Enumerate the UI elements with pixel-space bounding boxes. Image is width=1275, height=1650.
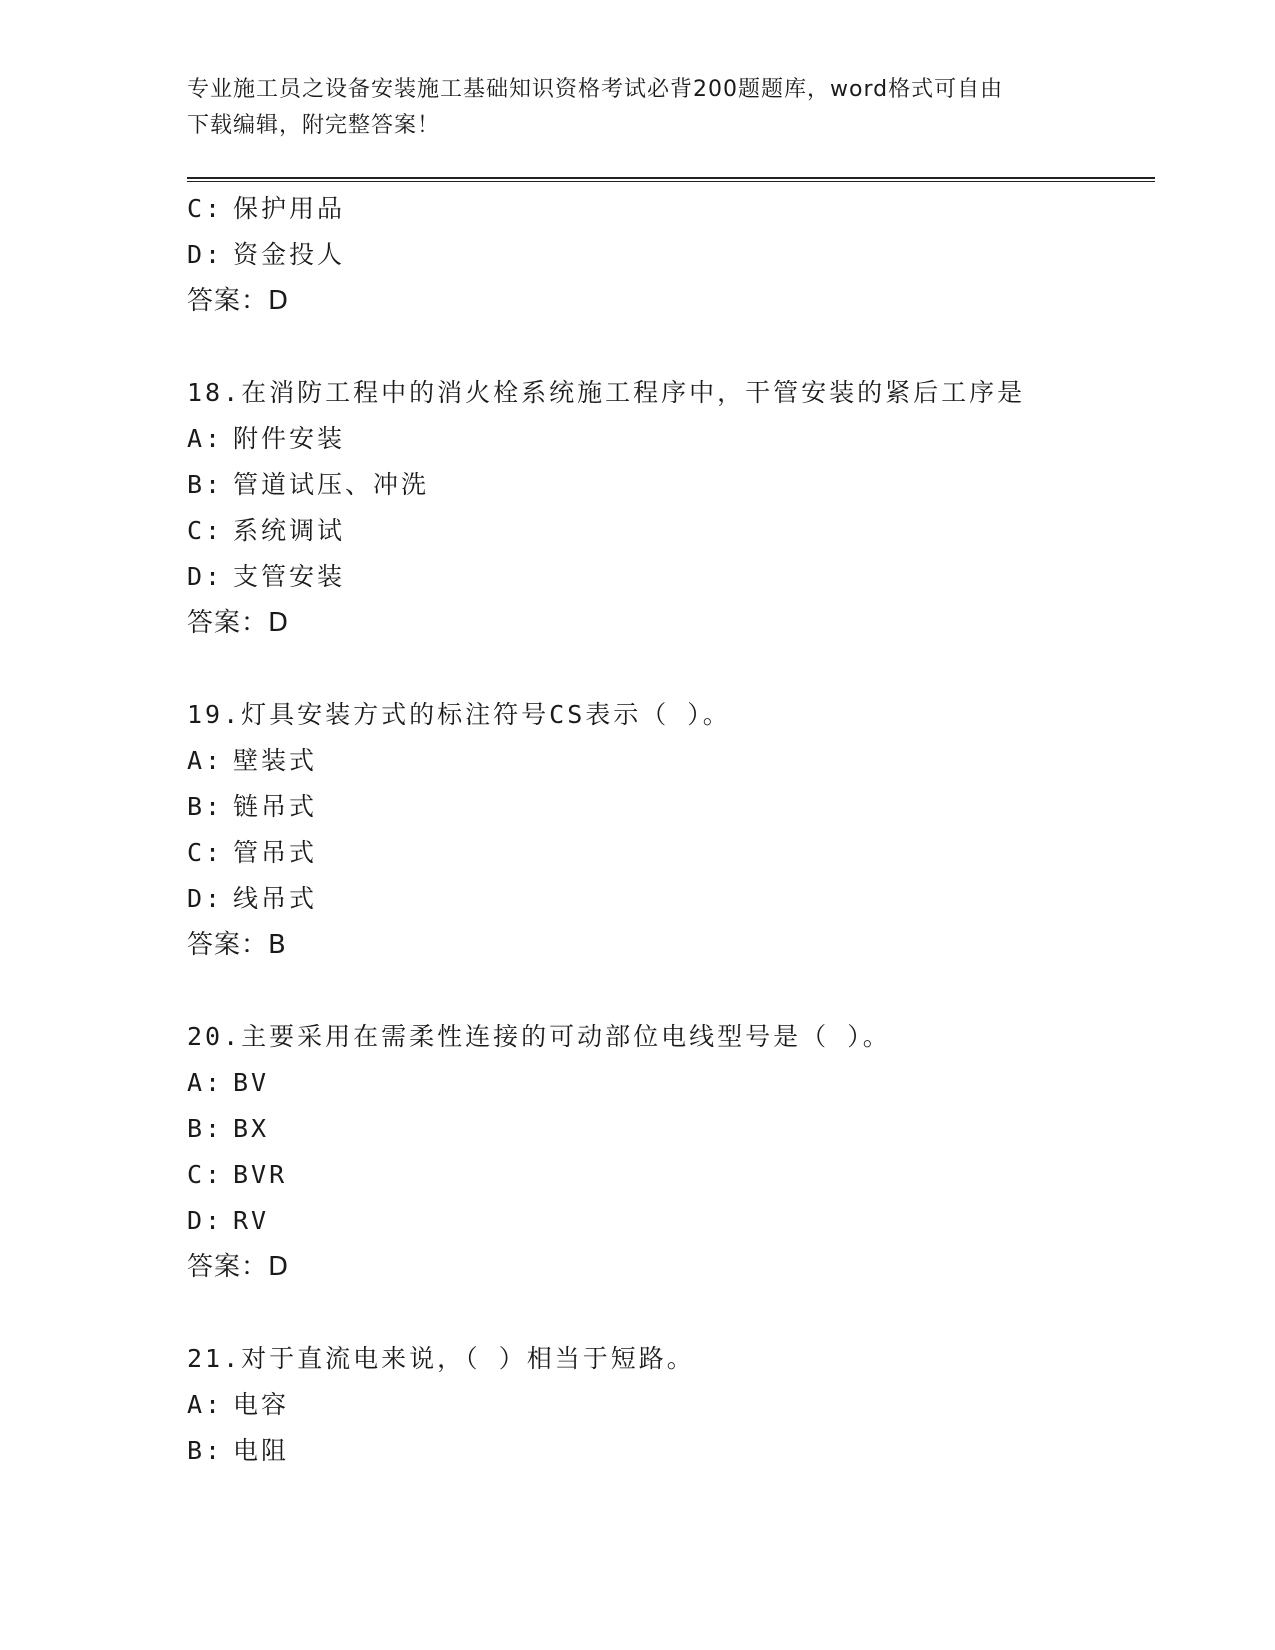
option-c — [187, 1152, 1155, 1198]
answer-line: 答案：D — [187, 1252, 290, 1282]
answer-line: 答案：D — [187, 286, 290, 316]
question-continued — [187, 186, 1155, 324]
question-list — [187, 186, 1155, 1474]
header-divider-thin — [187, 181, 1155, 182]
question-stem: 20.主要采用在需柔性连接的可动部位电线型号是（ ）。 — [187, 1022, 891, 1051]
question-stem: 18.在消防工程中的消火栓系统施工程序中，干管安装的紧后工序是 — [187, 378, 1026, 407]
option-text: BX — [233, 1114, 270, 1143]
option-text: 附件安装 — [233, 424, 346, 453]
option-label: B: — [187, 792, 224, 821]
header-line-1: 专业施工员之设备安装施工基础知识资格考试必背200题题库，word格式可自由 — [187, 77, 1004, 102]
option-text: 管道试压、冲洗 — [233, 470, 430, 499]
option-text: BVR — [233, 1160, 288, 1189]
document-header — [187, 72, 1087, 144]
option-text: 壁装式 — [233, 746, 318, 775]
question-19 — [187, 692, 1155, 968]
option-a — [187, 1382, 1155, 1428]
option-label: C: — [187, 194, 224, 223]
question-18 — [187, 370, 1155, 646]
option-text: BV — [233, 1068, 270, 1097]
option-b — [187, 1428, 1155, 1474]
option-label: D: — [187, 240, 224, 269]
header-divider-thick — [187, 177, 1155, 179]
option-text: 系统调试 — [233, 516, 346, 545]
option-text: 线吊式 — [233, 884, 318, 913]
option-d — [187, 554, 1155, 600]
option-text: RV — [233, 1206, 270, 1235]
option-text: 支管安装 — [233, 562, 346, 591]
option-text: 电阻 — [233, 1436, 290, 1465]
option-label: A: — [187, 424, 224, 453]
option-text: 保护用品 — [233, 194, 346, 223]
option-label: A: — [187, 746, 224, 775]
option-d — [187, 1198, 1155, 1244]
option-label: B: — [187, 1436, 224, 1465]
option-label: C: — [187, 1160, 224, 1189]
option-label: B: — [187, 470, 224, 499]
option-d — [187, 232, 1155, 278]
option-c — [187, 186, 1155, 232]
option-label: A: — [187, 1390, 224, 1419]
option-label: C: — [187, 838, 224, 867]
answer-line: 答案：D — [187, 608, 290, 638]
option-c — [187, 830, 1155, 876]
option-label: D: — [187, 1206, 224, 1235]
option-a — [187, 1060, 1155, 1106]
question-stem: 19.灯具安装方式的标注符号CS表示（ ）。 — [187, 700, 731, 729]
option-text: 电容 — [233, 1390, 290, 1419]
question-20 — [187, 1014, 1155, 1290]
option-label: D: — [187, 562, 224, 591]
header-line-2: 下载编辑，附完整答案！ — [187, 113, 441, 138]
option-text: 管吊式 — [233, 838, 318, 867]
option-b — [187, 784, 1155, 830]
option-label: C: — [187, 516, 224, 545]
answer-line: 答案：B — [187, 930, 287, 960]
question-21 — [187, 1336, 1155, 1474]
option-b — [187, 1106, 1155, 1152]
option-text: 链吊式 — [233, 792, 318, 821]
option-d — [187, 876, 1155, 922]
option-label: D: — [187, 884, 224, 913]
option-label: A: — [187, 1068, 224, 1097]
option-b — [187, 462, 1155, 508]
option-text: 资金投人 — [233, 240, 346, 269]
option-c — [187, 508, 1155, 554]
option-a — [187, 738, 1155, 784]
question-stem: 21.对于直流电来说，（ ）相当于短路。 — [187, 1344, 695, 1373]
option-a — [187, 416, 1155, 462]
option-label: B: — [187, 1114, 224, 1143]
